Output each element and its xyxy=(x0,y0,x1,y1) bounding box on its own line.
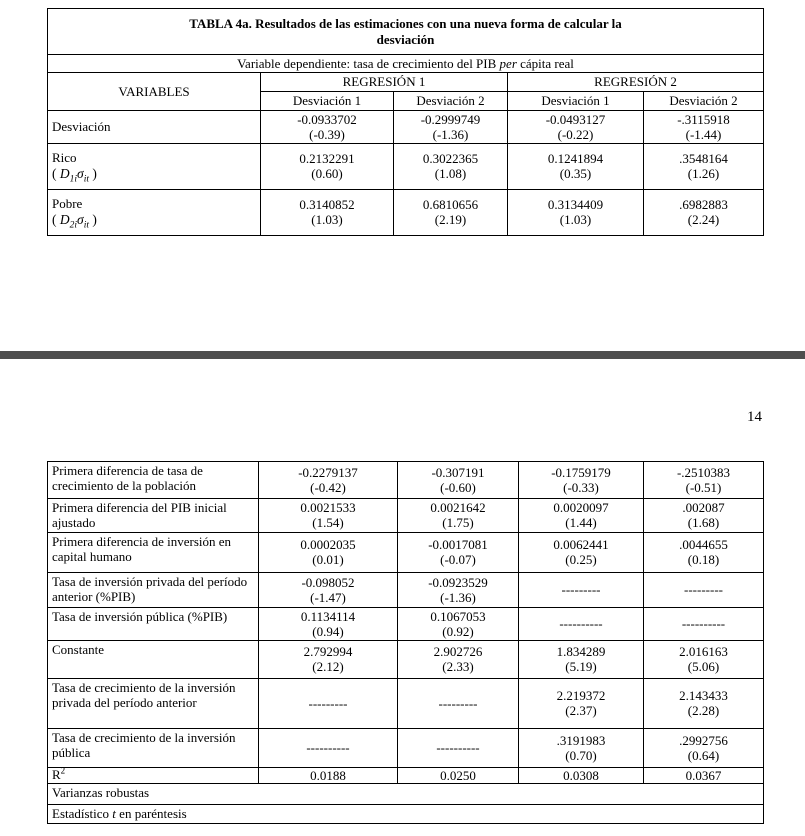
row-label-text: Tasa de crecimiento de la inversión privada del período anterior xyxy=(52,679,236,710)
cell-value: 0.1067053 xyxy=(430,608,486,624)
cell-t-statistic: (2.12) xyxy=(312,659,344,675)
row-label-text: Tasa de inversión privada del período anterior (%PIB) xyxy=(52,573,248,604)
table-cell xyxy=(398,532,519,572)
table-cell xyxy=(259,640,398,678)
cell-t-statistic: (1.75) xyxy=(442,515,474,531)
table-cell xyxy=(259,532,398,572)
table-cell xyxy=(644,499,764,533)
table-cell xyxy=(519,767,644,783)
table-cell xyxy=(519,532,644,572)
cell-t-statistic: (0.18) xyxy=(687,552,720,568)
cell-t-statistic: (-0.07) xyxy=(440,552,476,568)
table-cell xyxy=(259,767,398,783)
table-cell xyxy=(398,607,519,640)
group-header-row xyxy=(48,73,764,91)
cell-t-statistic: (1.68) xyxy=(687,515,720,531)
row-label-text: Primera diferencia del PIB inicial ajustado xyxy=(52,500,227,531)
table-row xyxy=(48,143,764,189)
table-cell xyxy=(508,143,644,189)
cell-t-statistic: (1.26) xyxy=(687,166,720,182)
column-header-regresion-2: REGRESIÓN 2 xyxy=(508,73,764,91)
table-cell xyxy=(519,462,644,499)
column-header-desviacion-2a: Desviación 2 xyxy=(394,91,508,110)
cell-value: 0.3022365 xyxy=(422,151,479,167)
cell-value: 0.3134409 xyxy=(547,197,604,213)
cell-value: 2.902726 xyxy=(433,644,483,660)
table-cell xyxy=(644,143,764,189)
row-label-text: Estadístico xyxy=(52,805,113,821)
cell-t-statistic: (2.37) xyxy=(565,703,597,719)
cell-value: 0.3140852 xyxy=(299,197,355,213)
cell-t-statistic: (-1.44) xyxy=(685,126,722,142)
table-cell xyxy=(394,143,508,189)
table-cell xyxy=(508,189,644,235)
cell-value: ---------- xyxy=(681,616,726,632)
table-cell xyxy=(398,728,519,767)
row-label-text: Constante xyxy=(52,641,104,657)
row-label-superscript: 2 xyxy=(60,767,66,776)
row-label-italic: t xyxy=(112,805,116,821)
page-break-divider xyxy=(0,351,805,359)
math-close-paren: ) xyxy=(88,212,97,228)
cell-t-statistic: (0.92) xyxy=(442,623,474,639)
cell-value: -.2510383 xyxy=(676,465,731,480)
results-table-top xyxy=(47,8,764,236)
cell-t-statistic: (5.06) xyxy=(687,659,720,675)
cell-value: 0.0250 xyxy=(440,767,476,783)
depvar-text-italic: per xyxy=(499,56,517,71)
row-label-cell xyxy=(48,110,261,143)
cell-value: 2.143433 xyxy=(679,688,728,704)
table-cell xyxy=(644,607,764,640)
cell-t-statistic: (0.64) xyxy=(687,747,720,763)
cell-value: -0.307191 xyxy=(431,465,485,480)
row-label-cell xyxy=(48,607,259,640)
table-row xyxy=(48,607,764,640)
table-cell xyxy=(644,767,764,783)
table-cell xyxy=(398,572,519,607)
cell-t-statistic: (-0.39) xyxy=(309,126,345,142)
table-cell xyxy=(398,678,519,728)
cell-t-statistic: (-0.42) xyxy=(310,480,346,495)
table-cell xyxy=(519,728,644,767)
table-cell xyxy=(259,728,398,767)
table-cell xyxy=(644,110,764,143)
math-sigma-symbol: σ xyxy=(77,212,84,228)
row-label-text: Rico xyxy=(52,149,77,165)
math-base-subscript: 1i xyxy=(69,175,78,185)
table-title-row xyxy=(48,9,764,55)
cell-t-statistic: (-1.47) xyxy=(310,589,346,605)
math-base-symbol: D xyxy=(59,212,70,228)
table-cell xyxy=(398,640,519,678)
cell-t-statistic: (0.94) xyxy=(312,623,344,639)
cell-value: 0.0020097 xyxy=(553,500,609,516)
table-cell xyxy=(644,462,764,499)
row-label-text: Primera diferencia de inversión en capital humano xyxy=(52,533,232,564)
row-label-cell xyxy=(48,572,259,607)
table-cell xyxy=(259,678,398,728)
cell-value: ---------- xyxy=(559,616,603,632)
row-label-cell xyxy=(48,678,259,728)
cell-t-statistic: (1.54) xyxy=(312,515,344,531)
table-row xyxy=(48,532,764,572)
cell-value: 0.1241894 xyxy=(547,151,604,167)
cell-t-statistic: (1.03) xyxy=(311,212,343,228)
table-title-line2: desviación xyxy=(376,31,435,47)
cell-t-statistic: (1.44) xyxy=(565,515,597,531)
math-sigma-subscript: it xyxy=(83,175,89,185)
cell-value: -0.0923529 xyxy=(428,574,488,590)
table-cell xyxy=(508,110,644,143)
table-cell xyxy=(259,607,398,640)
row-label-cell xyxy=(48,767,259,783)
table-cell xyxy=(259,572,398,607)
cell-value: 0.2132291 xyxy=(299,151,355,167)
cell-value: 0.0062441 xyxy=(553,537,609,553)
cell-value: 2.016163 xyxy=(679,644,728,660)
results-table-bottom xyxy=(47,461,764,824)
cell-value: -.3115918 xyxy=(677,111,730,127)
cell-t-statistic: (-1.36) xyxy=(432,126,469,142)
cell-value: --------- xyxy=(561,582,601,598)
table-cell xyxy=(261,110,394,143)
table-cell xyxy=(519,607,644,640)
cell-value: 0.0021642 xyxy=(430,500,486,516)
row-label-cell xyxy=(48,783,764,804)
cell-t-statistic: (0.70) xyxy=(565,747,597,763)
table-cell xyxy=(261,143,394,189)
cell-value: 0.0002035 xyxy=(300,537,356,553)
cell-value: 0.6810656 xyxy=(422,197,479,213)
column-header-desviacion-2b: Desviación 2 xyxy=(644,91,764,110)
table-cell xyxy=(644,728,764,767)
cell-t-statistic: (1.08) xyxy=(434,166,467,182)
cell-value: --------- xyxy=(684,582,723,598)
table-row xyxy=(48,678,764,728)
math-sigma-symbol: σ xyxy=(77,166,84,182)
depvar-text-post: cápita real xyxy=(516,56,574,71)
table-row xyxy=(48,767,764,783)
table-cell xyxy=(644,189,764,235)
cell-value: .0044655 xyxy=(679,537,728,553)
variables-header: VARIABLES xyxy=(48,73,261,110)
table-cell xyxy=(644,640,764,678)
dependent-variable-row xyxy=(48,55,764,73)
table-title-line1: TABLA 4a. Resultados de las estimaciones con una nueva forma de calcular la xyxy=(189,16,622,32)
cell-t-statistic: (-0.33) xyxy=(563,480,599,495)
dependent-variable-note xyxy=(48,55,764,73)
math-base-subscript: 2i xyxy=(69,221,78,231)
cell-value: .2992756 xyxy=(679,732,728,748)
row-label-cell xyxy=(48,532,259,572)
table-cell xyxy=(259,499,398,533)
cell-t-statistic: (0.25) xyxy=(565,552,597,568)
math-base-symbol: D xyxy=(59,166,70,182)
row-label-text: Tasa de crecimiento de la inversión pública xyxy=(52,729,236,760)
column-header-regresion-1: REGRESIÓN 1 xyxy=(261,73,508,91)
table-cell xyxy=(261,189,394,235)
table-row xyxy=(48,189,764,235)
row-label-text: Primera diferencia de tasa de crecimiento de la población xyxy=(52,463,203,494)
page-number: 14 xyxy=(747,409,762,425)
cell-value: 0.0021533 xyxy=(300,500,356,516)
row-label-cell xyxy=(48,499,259,533)
table-row xyxy=(48,110,764,143)
cell-value: 2.219372 xyxy=(556,688,606,704)
table-cell xyxy=(644,572,764,607)
cell-value: -0.1759179 xyxy=(551,465,611,480)
table-cell xyxy=(644,678,764,728)
math-expression xyxy=(52,211,256,231)
row-label-text: en paréntesis xyxy=(115,805,187,821)
cell-value: ---------- xyxy=(436,740,480,756)
cell-value: -0.0493127 xyxy=(545,111,606,127)
cell-value: -0.0933702 xyxy=(297,111,357,127)
table-row xyxy=(48,804,764,823)
cell-t-statistic: (-0.51) xyxy=(685,480,722,495)
table-cell xyxy=(519,678,644,728)
table-cell xyxy=(394,189,508,235)
row-label-cell xyxy=(48,728,259,767)
depvar-text-pre: Variable dependiente: tasa de crecimiento del PIB xyxy=(237,56,500,71)
cell-t-statistic: (0.35) xyxy=(559,166,592,182)
table-cell xyxy=(519,640,644,678)
row-label-cell xyxy=(48,189,261,235)
table-cell xyxy=(398,499,519,533)
row-label-text: Varianzas robustas xyxy=(52,784,150,800)
cell-t-statistic: (2.24) xyxy=(687,212,720,228)
cell-t-statistic: (1.03) xyxy=(559,212,592,228)
row-label-text: R xyxy=(52,767,61,782)
cell-value: 0.1134114 xyxy=(300,608,356,624)
cell-t-statistic: (2.33) xyxy=(442,659,474,675)
table-row xyxy=(48,783,764,804)
table-cell xyxy=(259,462,398,499)
table-title xyxy=(48,9,764,55)
row-label-cell xyxy=(48,804,764,823)
table-cell xyxy=(644,532,764,572)
cell-value: ---------- xyxy=(306,740,350,756)
cell-t-statistic: (2.19) xyxy=(434,212,467,228)
cell-t-statistic: (-0.22) xyxy=(557,126,594,142)
row-label-text: Pobre xyxy=(52,195,83,211)
column-header-desviacion-1a: Desviación 1 xyxy=(261,91,394,110)
cell-value: -0.2999749 xyxy=(420,111,481,127)
cell-value: .3548164 xyxy=(679,151,728,167)
cell-value: 0.0367 xyxy=(685,767,722,783)
table-row xyxy=(48,640,764,678)
cell-value: 0.0188 xyxy=(310,767,346,783)
math-open-paren: ( xyxy=(52,212,60,228)
math-expression xyxy=(52,165,256,185)
row-label-cell xyxy=(48,462,259,499)
cell-value: --------- xyxy=(308,695,348,711)
cell-value: 1.834289 xyxy=(556,644,606,660)
cell-value: -0.098052 xyxy=(301,574,355,590)
table-cell xyxy=(398,767,519,783)
cell-value: -0.0017081 xyxy=(428,537,488,553)
cell-value: .6982883 xyxy=(679,197,728,213)
cell-t-statistic: (0.60) xyxy=(311,166,343,182)
cell-t-statistic: (2.28) xyxy=(687,703,720,719)
cell-value: .3191983 xyxy=(556,732,606,748)
row-label-cell xyxy=(48,143,261,189)
table-row xyxy=(48,572,764,607)
cell-t-statistic: (-0.60) xyxy=(440,480,476,495)
cell-value: 0.0308 xyxy=(563,767,599,783)
row-label-text: Desviación xyxy=(52,118,111,134)
table-cell xyxy=(398,462,519,499)
row-label-cell xyxy=(48,640,259,678)
table-row xyxy=(48,499,764,533)
math-sigma-subscript: it xyxy=(83,221,89,231)
table-row xyxy=(48,462,764,499)
cell-value: .002087 xyxy=(682,500,725,516)
column-header-desviacion-1b: Desviación 1 xyxy=(508,91,644,110)
cell-t-statistic: (0.01) xyxy=(312,552,344,568)
row-label-text: Tasa de inversión pública (%PIB) xyxy=(52,608,228,624)
table-cell xyxy=(519,499,644,533)
cell-value: 2.792994 xyxy=(303,644,353,660)
cell-value: -0.2279137 xyxy=(298,465,358,480)
math-open-paren: ( xyxy=(52,166,60,182)
table-cell xyxy=(394,110,508,143)
cell-t-statistic: (5.19) xyxy=(565,659,597,675)
cell-t-statistic: (-1.36) xyxy=(440,589,476,605)
table-row xyxy=(48,728,764,767)
table-cell xyxy=(519,572,644,607)
math-close-paren: ) xyxy=(88,166,97,182)
cell-value: --------- xyxy=(438,695,478,711)
